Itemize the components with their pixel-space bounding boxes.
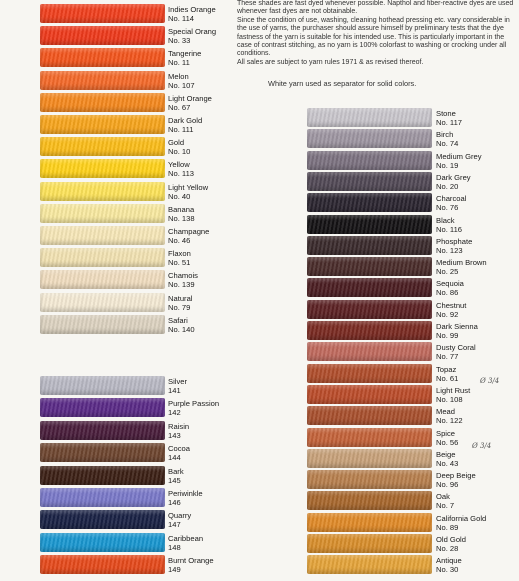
yarn-number: 145 [168,475,181,485]
yarn-number: No. 122 [436,416,463,426]
yarn-name: Safari [168,315,188,325]
yarn-name: Spice [436,428,455,438]
yarn-label [168,160,194,178]
yarn-number: No. 96 [436,480,459,490]
yarn-number: No. 10 [168,147,191,157]
yarn-swatch [307,236,432,255]
yarn-label [436,535,466,553]
yarn-swatch [40,204,165,223]
yarn-number: No. 56 [436,437,459,447]
yarn-name: Deep Beige [436,471,476,481]
yarn-swatch [40,398,165,417]
yarn-name: Silver [168,377,187,386]
yarn-number: No. 25 [436,267,459,277]
yarn-number: No. 113 [168,169,195,179]
yarn-label [436,237,472,255]
yarn-swatch [307,108,432,127]
yarn-swatch [307,193,432,212]
yarn-label [168,227,209,245]
yarn-label [168,5,216,23]
handwritten-mark-spice: Ø 3/4 [472,442,492,450]
yarn-label [168,27,216,45]
notice-line-1: These shades are fast dyed whenever possible. Napthol and fiber-reactive dyes are used whenever fast dyes are not obtainable. [237,0,514,16]
yarn-swatch [40,376,165,395]
yarn-name: Mead [436,407,455,417]
yarn-swatch [40,48,165,67]
yarn-name: Stone [436,109,456,118]
yarn-number: No. 92 [436,309,459,319]
yarn-swatch [40,93,165,112]
yarn-label [436,152,482,170]
yarn-number: No. 139 [168,280,195,290]
yarn-number: 141 [168,386,181,395]
yarn-name: Antique [436,556,462,566]
yarn-label [436,173,471,191]
yarn-label [168,377,187,395]
yarn-number: 144 [168,453,181,463]
yarn-swatch [40,182,165,201]
yarn-label [168,138,190,156]
yarn-label [168,556,214,574]
yarn-label [168,467,184,485]
yarn-name: Special Orang [168,27,217,37]
yarn-name: Quarry [168,511,192,521]
yarn-number: No. 140 [168,324,195,334]
yarn-number: No. 99 [436,331,459,340]
yarn-number: No. 40 [168,191,191,201]
yarn-name: Black [436,215,455,225]
yarn-label [168,72,195,90]
yarn-name: Light Yellow [168,182,209,192]
yarn-number: 146 [168,498,181,507]
notice-line-2: Since the condition of use, washing, cleaning hothead pressing etc. vary considerable in the use of yarns, the purchaser should assure himself by preliminary tests that the dye fastness of the yarn is suitable for his intended use. This is particularly important in the case of contrast stitching, as no yarn is 100% colorfast to washing or crocking under all conditions. [237,16,510,58]
yarn-number: No. 30 [436,565,459,575]
yarn-label [436,407,463,425]
yarn-name: Caribbean [168,533,204,543]
yarn-name: Dark Gold [168,116,203,125]
yarn-swatch [40,4,165,23]
yarn-name: Topaz [436,364,457,374]
yarn-number: No. 123 [436,245,463,255]
yarn-name: Periwinkle [168,489,203,498]
yarn-number: No. 111 [168,125,194,134]
yarn-swatch [307,491,432,510]
yarn-swatch [307,151,432,170]
yarn-swatch [40,159,165,178]
yarn-swatch [307,364,432,383]
yarn-number: No. 51 [168,258,191,268]
yarn-label [168,183,208,201]
yarn-swatch [40,466,165,485]
yarn-swatch [40,443,165,462]
yarn-number: No. 46 [168,236,191,245]
yarn-number: No. 76 [436,203,459,213]
yarn-label [168,489,203,507]
yarn-label [168,94,212,112]
yarn-swatch [307,172,432,191]
yarn-label [168,49,201,67]
yarn-label [436,386,470,404]
yarn-name: Cocoa [168,444,190,454]
yarn-label [168,399,219,417]
yarn-label [436,450,458,468]
yarn-swatch [307,129,432,148]
yarn-name: Gold [168,138,185,148]
yarn-number: No. 138 [168,213,195,223]
yarn-name: Natural [168,293,193,303]
yarn-number: No. 79 [168,302,191,312]
yarn-name: Dusty Coral [436,343,476,353]
yarn-name: Chamois [168,271,198,281]
yarn-swatch [40,270,165,289]
yarn-swatch [307,385,432,404]
yarn-number: No. 114 [168,14,195,23]
yarn-name: Indies Orange [168,5,216,14]
yarn-swatch [307,278,432,297]
yarn-name: Burnt Orange [168,556,214,566]
yarn-swatch [40,137,165,156]
yarn-swatch [40,293,165,312]
yarn-swatch [40,71,165,90]
yarn-name: Light Rust [436,385,471,395]
yarn-name: Medium Brown [436,258,487,268]
yarn-name: Dark Sienna [436,322,478,331]
yarn-swatch [40,488,165,507]
yarn-label [436,322,478,340]
yarn-swatch [307,534,432,553]
yarn-label [436,471,476,489]
yarn-label [436,109,462,127]
separator-note: White yarn used as separator for solid colors. [268,79,417,88]
yarn-number: 142 [168,408,181,418]
yarn-label [436,492,454,510]
yarn-number: No. 61 [436,373,459,383]
yarn-number: No. 108 [436,394,463,404]
yarn-name: Tangerine [168,49,202,59]
yarn-swatch [307,257,432,276]
yarn-name: Yellow [168,160,190,170]
yarn-name: Raisin [168,421,190,431]
yarn-number: No. 107 [168,80,195,90]
yarn-name: Banana [168,204,195,214]
yarn-number: 147 [168,520,181,530]
yarn-label [168,294,192,312]
yarn-swatch [40,115,165,134]
yarn-number: No. 28 [436,544,459,553]
yarn-label [436,556,462,574]
yarn-name: California Gold [436,513,487,523]
yarn-label [436,216,462,234]
yarn-number: No. 89 [436,522,459,532]
yarn-label [436,514,486,532]
yarn-swatch [40,421,165,440]
yarn-number: No. 117 [436,118,463,127]
yarn-swatch [307,470,432,489]
yarn-label [168,205,195,223]
yarn-label [436,301,466,319]
yarn-name: Phosphate [436,236,473,246]
yarn-swatch [307,321,432,340]
yarn-swatch [307,428,432,447]
handwritten-mark-topaz: Ø 3/4 [480,377,500,385]
yarn-swatch [307,406,432,425]
yarn-label [168,316,195,334]
yarn-swatch [307,555,432,574]
yarn-number: No. 11 [168,58,190,68]
yarn-number: No. 19 [436,160,459,170]
yarn-name: Oak [436,492,450,502]
yarn-swatch [40,555,165,574]
yarn-label [436,343,476,361]
yarn-number: No. 20 [436,181,459,191]
yarn-swatch [307,215,432,234]
yarn-number: 148 [168,542,181,552]
yarn-name: Charcoal [436,194,467,204]
yarn-number: No. 116 [436,224,463,234]
yarn-swatch [40,248,165,267]
yarn-label [168,422,189,440]
notice-text [237,0,517,67]
yarn-name: Medium Grey [436,151,482,161]
yarn-swatch [40,226,165,245]
yarn-name: Flaxon [168,249,191,259]
yarn-swatch [307,300,432,319]
yarn-number: No. 74 [436,139,459,149]
yarn-label [168,534,203,552]
yarn-name: Old Gold [436,535,466,544]
yarn-name: Sequoia [436,279,464,289]
yarn-name: Beige [436,449,456,459]
yarn-name: Purple Passion [168,399,220,409]
yarn-name: Bark [168,466,184,476]
yarn-swatch [307,513,432,532]
yarn-swatch [40,315,165,334]
yarn-number: No. 43 [436,458,459,468]
yarn-name: Birch [436,130,454,140]
yarn-label [168,116,202,134]
yarn-label [168,444,190,462]
yarn-number: No. 7 [436,501,455,511]
notice-line-3: All sales are subject to yarn rules 1971 & as revised thereof. [237,58,424,66]
yarn-number: No. 86 [436,288,459,298]
yarn-number: No. 77 [436,352,459,362]
yarn-label [436,194,466,212]
yarn-label [436,429,458,447]
yarn-name: Champagne [168,227,210,236]
yarn-label [168,271,198,289]
yarn-label [168,249,191,267]
yarn-swatch [40,510,165,529]
yarn-number: 143 [168,430,181,440]
yarn-name: Dark Grey [436,172,471,182]
yarn-swatch [307,342,432,361]
yarn-name: Light Orange [168,93,212,103]
yarn-label [436,279,464,297]
yarn-number: 149 [168,565,181,575]
yarn-number: No. 33 [168,36,191,46]
yarn-number: No. 67 [168,102,191,112]
yarn-name: Melon [168,71,189,81]
yarn-label [436,258,487,276]
yarn-label [436,365,458,383]
yarn-swatch [40,533,165,552]
yarn-label [168,511,191,529]
yarn-label [436,130,458,148]
yarn-swatch [307,449,432,468]
yarn-name: Chestnut [436,300,467,310]
yarn-swatch [40,26,165,45]
